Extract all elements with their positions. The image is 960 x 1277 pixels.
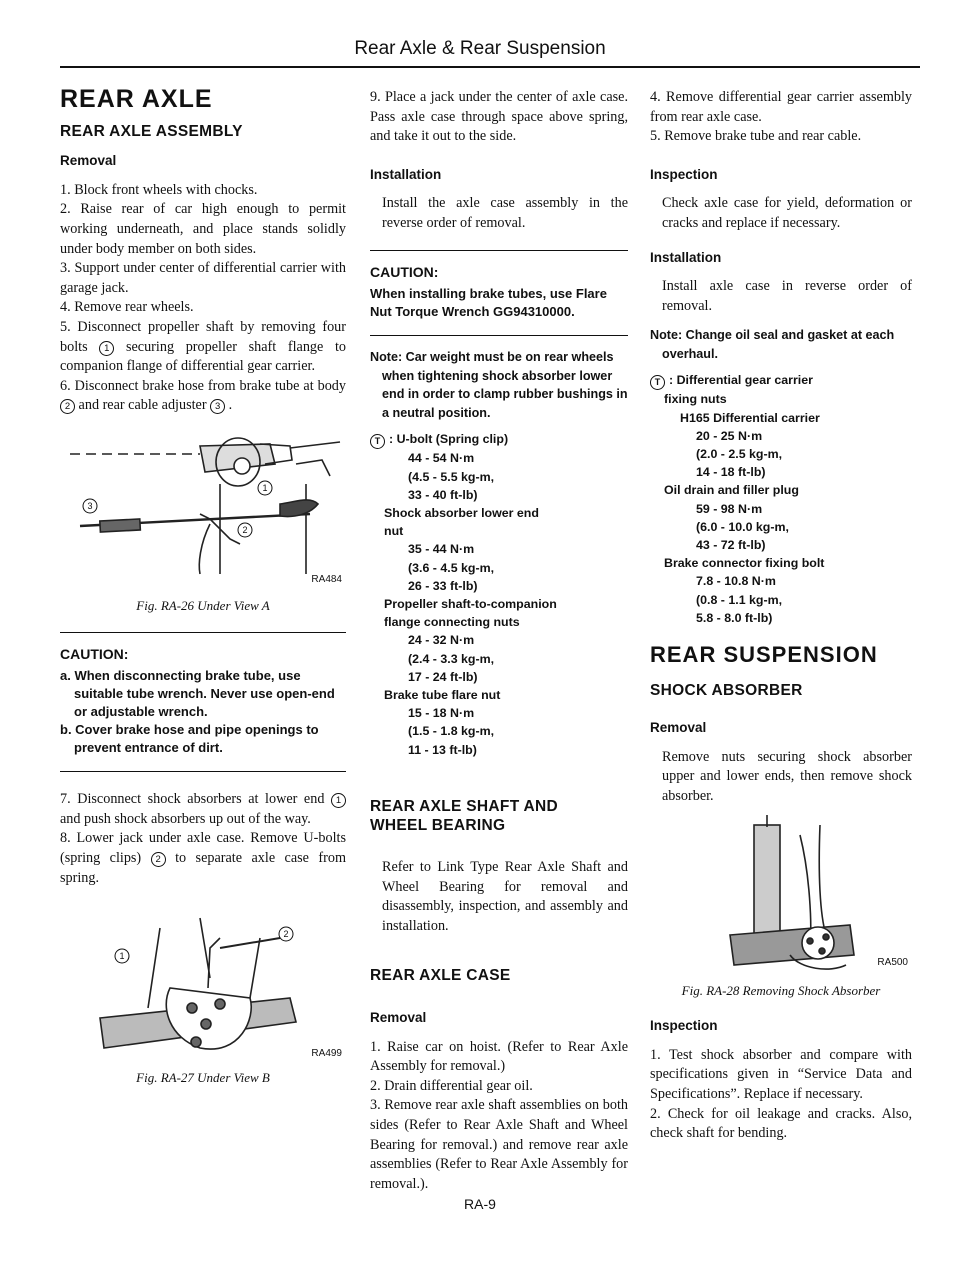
caution-text: When installing brake tubes, use Flare Nut Torque Wrench GG94310000. bbox=[370, 285, 607, 319]
divider bbox=[60, 632, 346, 634]
figure-code: RA499 bbox=[311, 1048, 342, 1060]
figure-ra-26 bbox=[60, 424, 346, 594]
callout-2-icon: 2 bbox=[151, 852, 166, 867]
figure-caption: Fig. RA-28 Removing Shock Absorber bbox=[681, 982, 881, 998]
heading-removal: Removal bbox=[370, 1009, 427, 1025]
heading-installation: Installation bbox=[370, 166, 442, 182]
caution-item-b: b. Cover brake hose and pipe openings to prevent entrance of dirt. bbox=[60, 721, 319, 755]
shock-absorber-illustration bbox=[650, 815, 912, 975]
column-1 bbox=[60, 82, 346, 1088]
axle-shaft-text: Refer to Link Type Rear Axle Shaft and Wheel Bearing for removal and disassembly, inspection, and assembly and installation. bbox=[382, 858, 628, 934]
divider bbox=[60, 771, 346, 773]
caution-title: CAUTION: bbox=[60, 646, 129, 663]
removal-text: Remove nuts securing shock absorber upper and lower ends, then remove shock absorber. bbox=[662, 748, 912, 804]
heading-axle-case: REAR AXLE CASE bbox=[370, 967, 511, 985]
figure-code: RA484 bbox=[311, 573, 342, 585]
heading-inspection: Inspection bbox=[650, 1018, 718, 1034]
inspection-text: Check axle case for yield, deformation or cracks and replace if necessary. bbox=[662, 195, 912, 231]
note: Note: Change oil seal and gasket at each overhaul. bbox=[650, 328, 895, 361]
figure-ra-27 bbox=[60, 898, 346, 1066]
fig2-callout-2: 2 bbox=[283, 929, 289, 940]
spec-ubolt-label: : U-bolt (Spring clip) bbox=[389, 432, 509, 447]
step-1: 1. Block front wheels with chocks. bbox=[60, 181, 258, 198]
column-3 bbox=[650, 82, 912, 1144]
step-4: 4. Remove rear wheels. bbox=[60, 299, 194, 316]
torque-icon: T bbox=[370, 434, 385, 449]
callout-2-icon: 2 bbox=[60, 399, 75, 414]
figure-caption: Fig. RA-26 Under View A bbox=[136, 597, 270, 613]
header-rule bbox=[60, 66, 920, 68]
spec-shock-label: Shock absorber lower end bbox=[384, 505, 539, 520]
spec-propeller-label: Propeller shaft-to-companion bbox=[384, 596, 557, 611]
step-5: 5. Disconnect propeller shaft by removing four bolts 1 securing propeller shaft flange to companion flange of differential gear carrier. bbox=[60, 318, 347, 375]
heading-rear-axle: REAR AXLE bbox=[60, 85, 213, 113]
step-6: 6. Disconnect brake hose from brake tube at body 2 and rear cable adjuster 3 . bbox=[60, 377, 346, 414]
page-header: Rear Axle & Rear Suspension bbox=[354, 38, 606, 59]
step-3: 3. Support under center of differential carrier with garage jack. bbox=[60, 260, 346, 296]
caution-title: CAUTION: bbox=[370, 264, 439, 281]
heading-rear-axle-assembly: REAR AXLE ASSEMBLY bbox=[60, 122, 243, 140]
fig1-callout-2: 2 bbox=[242, 524, 248, 535]
divider bbox=[370, 250, 628, 252]
step-7: 7. Disconnect shock absorbers at lower end 1 and push shock absorbers up out of the way. bbox=[60, 790, 346, 829]
caution-item-a: a. When disconnecting brake tube, use suitable tube wrench. Never use open-end or adjustable wrench. bbox=[60, 667, 335, 719]
callout-1-icon: 1 bbox=[99, 341, 114, 356]
inspection-step-2: 2. Check for oil leakage and cracks. Also, check shaft for bending. bbox=[650, 1105, 912, 1142]
figure-caption: Fig. RA-27 Under View B bbox=[136, 1070, 270, 1086]
caution-list bbox=[60, 667, 346, 757]
installation-text: Install the axle case assembly in the reverse order of removal. bbox=[382, 195, 628, 231]
heading-rear-suspension: REAR SUSPENSION bbox=[650, 641, 878, 667]
heading-shock-absorber: SHOCK ABSORBER bbox=[650, 681, 803, 699]
callout-3-icon: 3 bbox=[210, 399, 225, 414]
column-2 bbox=[370, 82, 628, 1194]
step-5: 5. Remove brake tube and rear cable. bbox=[650, 128, 862, 145]
fig1-callout-3: 3 bbox=[87, 500, 93, 511]
callout-1-icon: 1 bbox=[331, 793, 346, 808]
spec-flare-label: Brake tube flare nut bbox=[384, 687, 501, 702]
heading-axle-shaft: REAR AXLE SHAFT AND WHEEL BEARING bbox=[370, 797, 558, 835]
torque-spec-list: T : Differential gear carrier fixing nuts H165 Differential carrier 20 - 25 N·m (2.0 - 2.5 kg-m, 14 - 18 ft-lb) Oil drain and filler plug 59 - 98 N·m (6.0 - 10.0 kg-m, 43 - 72 ft-lb) Brake connector fixing bolt 7.8 - 10.8 N·m (0.8 - 1.1 kg-m, 5.8 - 8.0 ft-lb) bbox=[650, 371, 912, 627]
case-step-3: 3. Remove rear axle shaft assemblies on both sides (Refer to Rear Axle Shaft and Wheel Bearing for removal.) and remove rear axle assemblies (Refer to Rear Axle Assembly for removal.). bbox=[370, 1097, 628, 1192]
figure-code: RA500 bbox=[877, 956, 908, 968]
step-8: 8. Lower jack under axle case. Remove U-bolts (spring clips) 2 to separate axle case from spring. bbox=[60, 830, 346, 886]
heading-removal: Removal bbox=[60, 153, 117, 169]
heading-installation: Installation bbox=[650, 249, 722, 265]
divider bbox=[370, 335, 628, 337]
spec-h165-label: H165 Differential carrier bbox=[680, 410, 820, 425]
fig1-callout-1: 1 bbox=[262, 482, 268, 493]
step-9: 9. Place a jack under the center of axle case. Pass axle case through space above spring, and take it out to the side. bbox=[370, 89, 628, 145]
torque-spec-list: T : U-bolt (Spring clip) 44 - 54 N·m (4.5 - 5.5 kg-m, 33 - 40 ft-lb) Shock absorber lower end nut 35 - 44 N·m (3.6 - 4.5 kg-m, 26 - 33 ft-lb) Propeller shaft-to-companion flange connecting nuts 24 - 32 N·m (2.4 - 3.3 kg-m, 17 - 24 ft-lb) Brake tube flare nut 15 - 18 N·m (1.5 - 1.8 kg-m, 11 - 13 ft-lb) bbox=[370, 430, 628, 758]
case-step-2: 2. Drain differential gear oil. bbox=[370, 1077, 533, 1094]
case-step-1: 1. Raise car on hoist. (Refer to Rear Axle Assembly for removal.) bbox=[370, 1038, 628, 1075]
step-2: 2. Raise rear of car high enough to permit working underneath, and place stands solidly under body member on both sides. bbox=[60, 201, 346, 257]
step-4: 4. Remove differential gear carrier assembly from rear axle case. bbox=[650, 89, 912, 125]
inspection-step-1: 1. Test shock absorber and compare with specifications given in “Service Data and Specifications”. Replace if necessary. bbox=[650, 1046, 912, 1102]
fig2-callout-1: 1 bbox=[119, 951, 125, 962]
spec-diff-label: : Differential gear carrier bbox=[669, 373, 813, 388]
figure-ra-28 bbox=[650, 815, 912, 979]
u-bolt-illustration bbox=[60, 898, 346, 1058]
heading-inspection: Inspection bbox=[650, 166, 718, 182]
spec-oil-plug-label: Oil drain and filler plug bbox=[664, 483, 799, 498]
torque-icon: T bbox=[650, 375, 665, 390]
propeller-shaft-illustration bbox=[60, 424, 346, 584]
page-number: RA-9 bbox=[464, 1196, 496, 1212]
heading-removal: Removal bbox=[650, 720, 707, 736]
spec-connector-label: Brake connector fixing bolt bbox=[664, 556, 825, 571]
installation-text: Install axle case in reverse order of removal. bbox=[662, 278, 912, 314]
note: Note: Car weight must be on rear wheels when tightening shock absorber lower end in order to clamp rubber bushings in a neutral position. bbox=[370, 350, 628, 420]
